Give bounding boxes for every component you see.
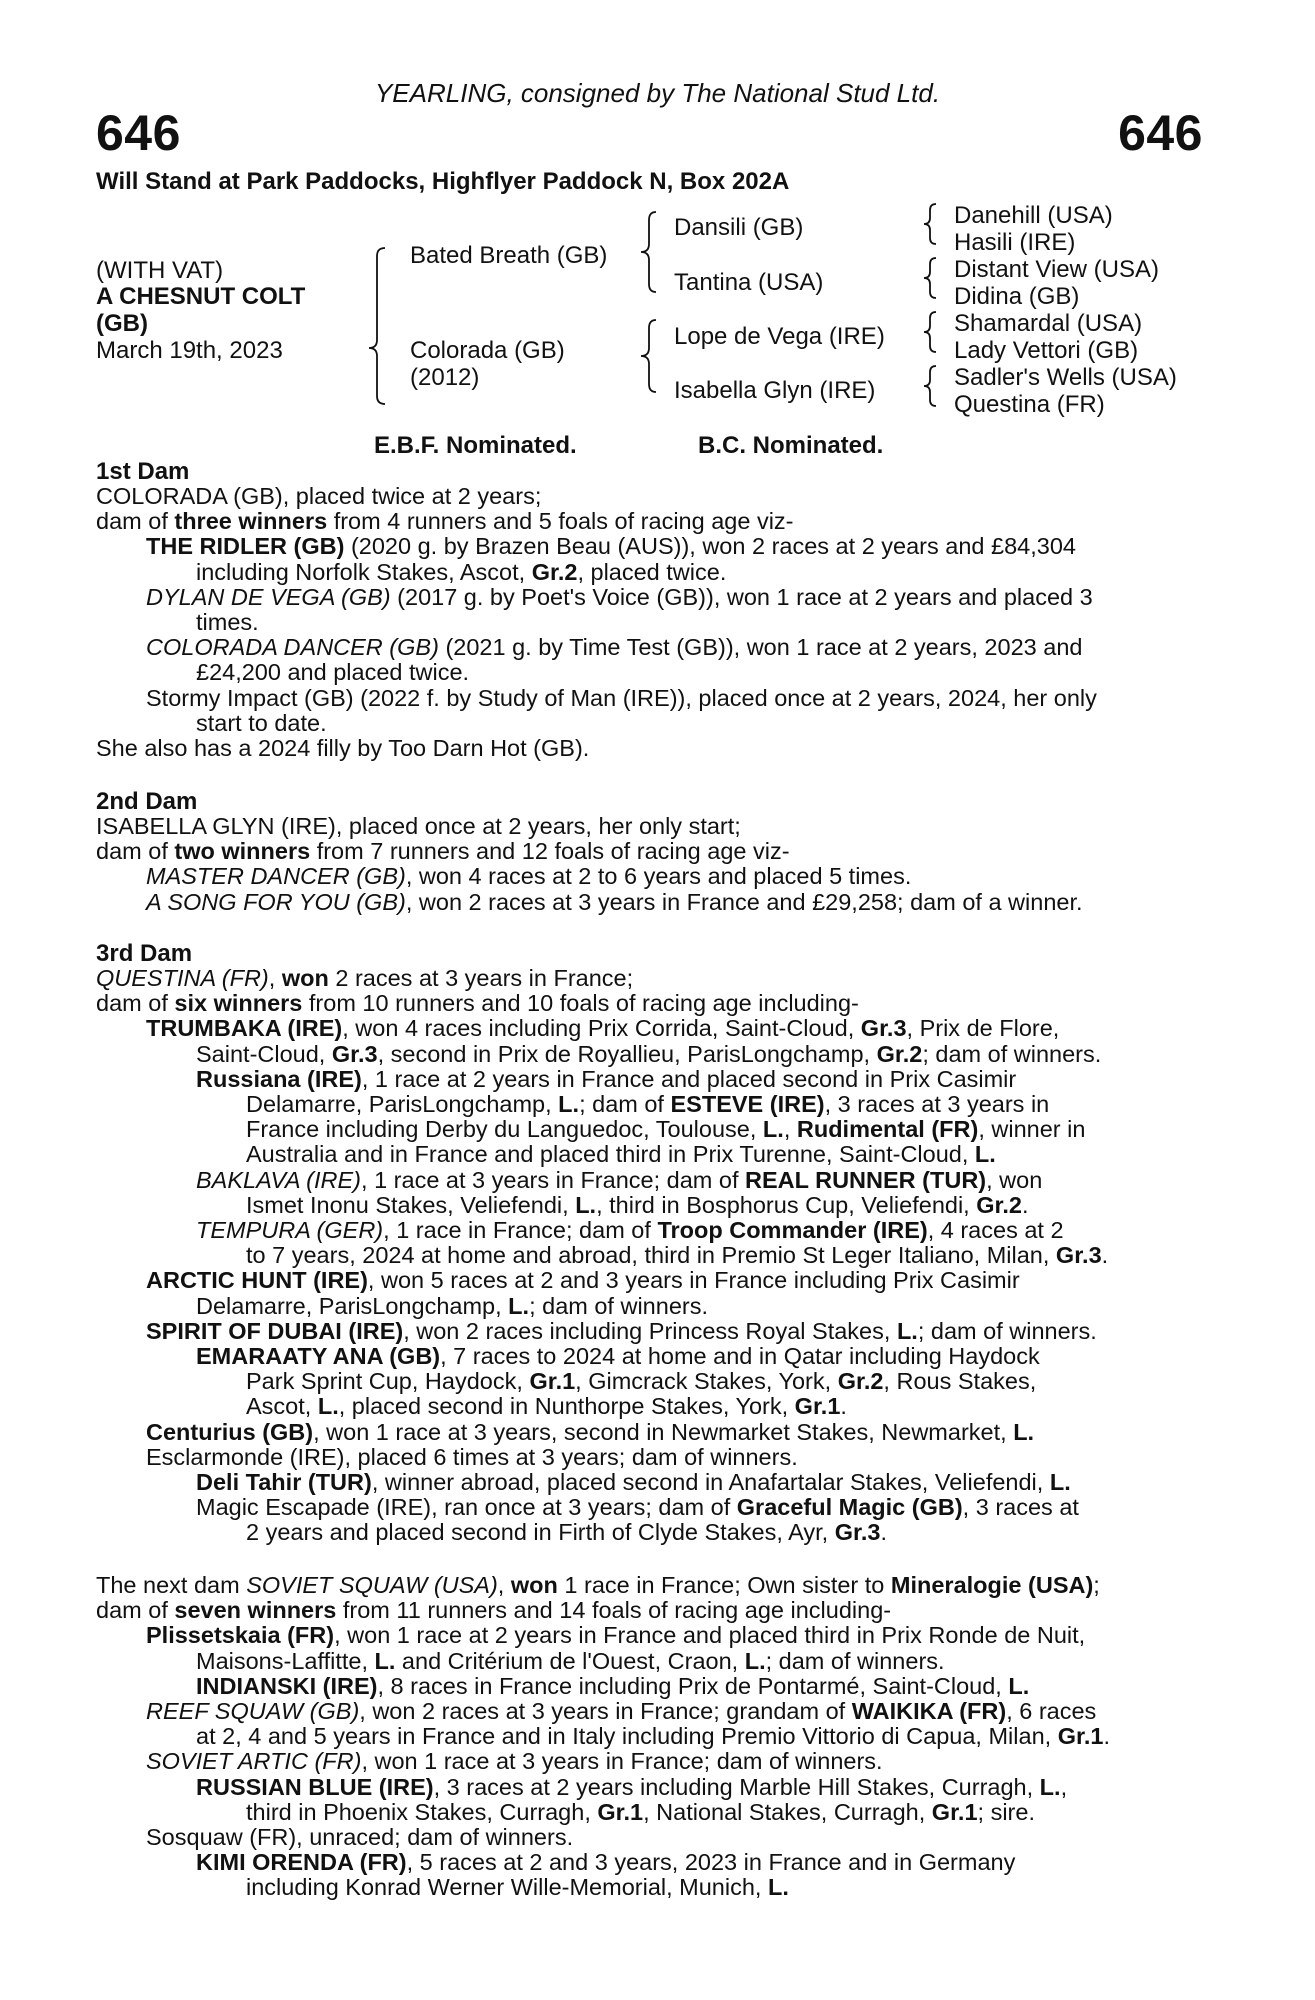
bold-run: Gr.3	[331, 1040, 378, 1067]
text-run: France including Derby du Languedoc, Toulouse,	[246, 1116, 763, 1143]
text-line	[246, 1520, 887, 1545]
text-run: ; sire.	[977, 1798, 1035, 1825]
text-line	[96, 484, 541, 509]
text-run: 2 races at 3 years in France;	[328, 965, 634, 991]
text-run: including Norfolk Stakes, Ascot,	[196, 558, 532, 585]
bold-run: six winners	[174, 990, 303, 1017]
text-line	[196, 660, 469, 685]
text-run: , won 1 race at 3 years, second in Newmarket Stakes, Newmarket,	[313, 1418, 1014, 1445]
first-dam-heading: 1st Dam	[96, 458, 190, 485]
text-run: , placed second in Nunthorpe Stakes, York,	[338, 1393, 795, 1420]
text-run: including Konrad Werner Wille-Memorial, Munich,	[246, 1874, 768, 1901]
italic-run: MASTER DANCER (GB)	[146, 863, 406, 890]
text-run: .	[1021, 1191, 1029, 1218]
pedigree-dam-sire: Lope de Vega (IRE)	[674, 323, 885, 350]
bold-run: won	[281, 965, 329, 991]
bold-run: Rudimental (FR)	[796, 1116, 979, 1143]
text-run: , second in Prix de Royallieu, ParisLongchamp,	[377, 1040, 877, 1067]
text-run: (2020 g. by Brazen Beau (AUS)), won 2 races at 2 years and £84,304	[344, 533, 1076, 560]
italic-run: SOVIET ARTIC (FR)	[146, 1748, 362, 1775]
text-run: dam of	[96, 990, 175, 1017]
pedigree-sds: Distant View (USA)	[954, 256, 1159, 283]
bold-run: Gr.1	[931, 1798, 978, 1825]
text-line	[146, 1699, 1096, 1724]
bold-run: Centurius (GB)	[146, 1418, 314, 1445]
text-run: ; dam of winners.	[529, 1292, 708, 1319]
bold-run: Gr.2	[976, 1191, 1022, 1218]
text-run: dam of	[96, 508, 175, 535]
text-run: Esclarmonde (IRE), placed 6 times at 3 years; dam of winners.	[146, 1443, 798, 1470]
text-run: times.	[196, 609, 259, 635]
text-line	[246, 1394, 847, 1419]
text-run: , 1 race at 2 years in France and placed second in Prix Casimir	[361, 1065, 1017, 1092]
text-line	[246, 1875, 789, 1900]
horse-description-country: (GB)	[96, 310, 148, 337]
text-line	[146, 1319, 1097, 1344]
bold-run: TRUMBAKA (IRE)	[146, 1015, 343, 1042]
text-run: .	[1101, 1242, 1109, 1269]
text-line	[146, 1268, 1020, 1293]
text-line	[196, 1674, 1029, 1699]
text-run: third in Phoenix Stakes, Curragh,	[246, 1798, 598, 1825]
bc-nomination: B.C. Nominated.	[698, 432, 884, 459]
text-line	[246, 1117, 1085, 1142]
text-run: , 1 race at 3 years in France; dam of	[361, 1166, 746, 1193]
text-line	[196, 1294, 708, 1319]
text-run: , Rous Stakes,	[883, 1368, 1037, 1395]
text-line	[146, 864, 911, 889]
text-run: , 6 races	[1006, 1698, 1097, 1724]
text-run: at 2, 4 and 5 years in France and in Italy including Premio Vittorio di Capua, Milan,	[196, 1723, 1058, 1750]
bold-run: L.	[767, 1874, 789, 1901]
bold-run: ESTEVE (IRE)	[670, 1091, 825, 1117]
text-run: Delamarre, ParisLongchamp,	[196, 1292, 509, 1319]
bold-run: WAIKIKA (FR)	[851, 1698, 1007, 1724]
text-run: , won 5 races at 2 and 3 years in France including Prix Casimir	[367, 1267, 1020, 1294]
text-run: The next dam	[96, 1572, 247, 1598]
bold-run: Gr.2	[837, 1368, 884, 1395]
pedigree-dds: Sadler's Wells (USA)	[954, 364, 1177, 391]
text-run: 1 race in France; Own sister to	[557, 1572, 891, 1598]
text-run: £24,200 and placed twice.	[196, 659, 470, 686]
text-run: , 8 races in France including Prix de Pontarmé, Saint-Cloud,	[377, 1672, 1009, 1699]
text-run: Maisons-Laffitte,	[196, 1647, 375, 1674]
pedigree-dam-dam: Isabella Glyn (IRE)	[674, 377, 876, 404]
text-run: ; dam of	[579, 1091, 671, 1117]
text-line	[196, 1775, 1067, 1800]
text-line	[196, 610, 259, 635]
text-line	[146, 686, 1097, 711]
text-run: .	[880, 1519, 887, 1546]
bold-run: L.	[374, 1647, 396, 1674]
text-line	[196, 711, 327, 736]
text-line	[196, 1850, 1015, 1875]
text-run: and Critérium de l'Ouest, Craon,	[395, 1647, 745, 1674]
lot-number-left: 646	[96, 105, 181, 161]
text-line	[146, 1749, 883, 1774]
text-run: , won 1 race at 3 years in France; dam of winners.	[361, 1748, 883, 1775]
text-run: ,	[497, 1572, 511, 1598]
text-line	[96, 1573, 1100, 1598]
bold-run: L.	[974, 1141, 996, 1168]
text-run: ISABELLA GLYN (IRE), placed once at 2 years, her only start;	[96, 813, 741, 839]
text-run: ; dam of winners.	[922, 1040, 1102, 1067]
bold-run: won	[510, 1572, 558, 1598]
text-line	[146, 890, 1083, 915]
text-line	[246, 1369, 1036, 1394]
third-dam-heading: 3rd Dam	[96, 940, 193, 967]
text-run: ; dam of winners.	[765, 1647, 945, 1674]
text-line	[246, 1243, 1108, 1268]
bold-run: Deli Tahir (TUR)	[196, 1469, 372, 1495]
italic-run: TEMPURA (GER)	[196, 1217, 384, 1243]
text-run: 2 years and placed second in Firth of Clyde Stakes, Ayr,	[246, 1519, 835, 1546]
text-run: , won 2 races at 3 years in France and £29,258; dam of a winner.	[405, 888, 1083, 915]
bold-run: Russiana (IRE)	[196, 1065, 362, 1092]
bold-run: Gr.1	[529, 1368, 576, 1395]
text-run: COLORADA (GB), placed twice at 2 years;	[96, 483, 542, 509]
text-run: .	[1103, 1723, 1110, 1750]
text-line	[96, 839, 790, 864]
text-line	[196, 560, 726, 585]
text-run: ;	[1093, 1572, 1100, 1598]
text-run: from 4 runners and 5 foals of racing age viz-	[327, 508, 794, 535]
text-run: Ismet Inonu Stakes, Veliefendi,	[246, 1191, 576, 1218]
bold-run: Gr.3	[834, 1519, 881, 1546]
bold-run: RUSSIAN BLUE (IRE)	[196, 1773, 434, 1800]
bold-run: L.	[1013, 1418, 1035, 1445]
pedigree-dam-year: (2012)	[410, 364, 480, 391]
text-line	[246, 1193, 1029, 1218]
stand-location: Will Stand at Park Paddocks, Highflyer Paddock N, Box 202A	[96, 168, 790, 195]
bold-run: Troop Commander (IRE)	[657, 1217, 928, 1243]
bold-run: L.	[744, 1647, 766, 1674]
text-run: , 1 race in France; dam of	[383, 1217, 658, 1243]
italic-run: QUESTINA (FR)	[96, 965, 269, 991]
text-line	[96, 814, 741, 839]
bold-run: Gr.2	[876, 1040, 923, 1067]
text-run: , 3 races at 2 years including Marble Hill Stakes, Curragh,	[433, 1773, 1040, 1800]
text-line	[146, 1825, 573, 1850]
text-run: , winner abroad, placed second in Anafartalar Stakes, Veliefendi,	[371, 1469, 1050, 1495]
bold-run: THE RIDLER (GB)	[146, 533, 345, 560]
text-run: , Prix de Flore,	[906, 1015, 1060, 1042]
pedigree-sire: Bated Breath (GB)	[410, 242, 608, 269]
text-line	[146, 585, 1093, 610]
text-run: (2021 g. by Time Test (GB)), won 1 race at 2 years, 2023 and	[438, 634, 1083, 661]
text-run: Sosquaw (FR), unraced; dam of winners.	[146, 1824, 574, 1850]
text-run: , won 4 races including Prix Corrida, Saint-Cloud,	[342, 1015, 861, 1042]
text-run: ,	[268, 965, 282, 991]
text-run: , won 2 races including Princess Royal Stakes,	[403, 1317, 897, 1344]
pedigree-sire-sire: Dansili (GB)	[674, 214, 804, 241]
text-run: Stormy Impact (GB) (2022 f. by Study of Man (IRE)), placed once at 2 years, 2024, her only	[146, 684, 1097, 711]
lot-number-right: 646	[1118, 105, 1203, 161]
text-run: start to date.	[196, 709, 327, 736]
text-run: , won 4 races at 2 to 6 years and placed 5 times.	[405, 863, 912, 890]
ebf-nomination: E.B.F. Nominated.	[374, 432, 577, 459]
text-line	[196, 1649, 945, 1674]
text-run: , winner in	[978, 1116, 1086, 1143]
consignor-line: YEARLING, consigned by The National Stud Ltd.	[374, 78, 941, 108]
pedigree-dam: Colorada (GB)	[410, 337, 565, 364]
text-run: Park Sprint Cup, Haydock,	[246, 1368, 530, 1395]
text-run: Ascot,	[246, 1393, 318, 1420]
text-line	[246, 1092, 1049, 1117]
text-line	[96, 1598, 891, 1623]
text-run: to 7 years, 2024 at home and abroad, third in Premio St Leger Italiano, Milan,	[246, 1242, 1056, 1269]
bold-run: Gr.2	[531, 558, 578, 585]
italic-run: DYLAN DE VEGA (GB)	[146, 583, 391, 610]
bold-run: L.	[558, 1091, 580, 1117]
text-line	[196, 1470, 1071, 1495]
text-run: from 7 runners and 12 foals of racing age viz-	[310, 838, 790, 865]
text-run: , 7 races to 2024 at home and in Qatar including Haydock	[440, 1343, 1040, 1369]
pedigree-sss: Danehill (USA)	[954, 202, 1113, 229]
bold-run: Gr.3	[1055, 1242, 1102, 1269]
text-line	[146, 1623, 1085, 1648]
bold-run: ARCTIC HUNT (IRE)	[146, 1267, 368, 1294]
bold-run: L.	[896, 1317, 918, 1344]
text-run: , National Stakes, Curragh,	[643, 1798, 932, 1825]
bold-run: L.	[317, 1393, 339, 1420]
bold-run: two winners	[174, 838, 311, 865]
text-line	[246, 1800, 1035, 1825]
pedigree-ssd: Hasili (IRE)	[954, 229, 1076, 256]
text-run: She also has a 2024 filly by Too Darn Hot (GB).	[96, 735, 590, 761]
bold-run: L.	[762, 1116, 784, 1143]
text-line	[146, 1445, 798, 1470]
text-line	[146, 635, 1082, 660]
bold-run: Gr.3	[860, 1015, 907, 1042]
vat-note: (WITH VAT)	[96, 257, 224, 284]
text-line	[196, 1067, 1016, 1092]
text-line	[196, 1168, 1042, 1193]
text-run: from 11 runners and 14 foals of racing age including-	[336, 1597, 892, 1624]
bold-run: L.	[1008, 1672, 1030, 1699]
text-run: dam of	[96, 1597, 175, 1624]
text-line	[196, 1042, 1101, 1067]
text-line	[96, 991, 859, 1016]
text-run: , won	[986, 1166, 1043, 1193]
bold-run: Gr.1	[597, 1798, 644, 1825]
text-line	[146, 534, 1076, 559]
bold-run: L.	[1039, 1773, 1061, 1800]
italic-run: SOVIET SQUAW (USA)	[246, 1572, 498, 1598]
text-line	[196, 1724, 1110, 1749]
text-line	[96, 509, 794, 534]
text-line	[96, 966, 633, 991]
text-line	[196, 1495, 1079, 1520]
text-run: Saint-Cloud,	[196, 1040, 332, 1067]
foaling-date: March 19th, 2023	[96, 337, 283, 364]
italic-run: A SONG FOR YOU (GB)	[146, 888, 406, 915]
bold-run: EMARAATY ANA (GB)	[196, 1343, 441, 1369]
text-run: ,	[1060, 1773, 1068, 1800]
text-line	[96, 736, 589, 761]
text-line	[146, 1016, 1059, 1041]
italic-run: REEF SQUAW (GB)	[146, 1698, 360, 1724]
bold-run: L.	[1049, 1469, 1071, 1495]
text-run: , third in Bosphorus Cup, Veliefendi,	[596, 1191, 977, 1218]
text-line	[146, 1420, 1034, 1445]
pedigree-dss: Shamardal (USA)	[954, 310, 1143, 337]
text-run: Australia and in France and placed third in Prix Turenne, Saint-Cloud,	[246, 1141, 975, 1168]
italic-run: BAKLAVA (IRE)	[196, 1166, 362, 1193]
text-run: , placed twice.	[577, 558, 727, 585]
bold-run: seven winners	[174, 1597, 337, 1624]
text-run: , 3 races at 3 years in	[824, 1091, 1050, 1117]
bold-run: SPIRIT OF DUBAI (IRE)	[146, 1317, 404, 1344]
bold-run: KIMI ORENDA (FR)	[196, 1849, 407, 1876]
bold-run: INDIANSKI (IRE)	[196, 1672, 378, 1699]
text-run: .	[840, 1393, 847, 1420]
bold-run: L.	[508, 1292, 530, 1319]
text-run: , 5 races at 2 and 3 years, 2023 in France and in Germany	[406, 1849, 1016, 1876]
text-line	[196, 1344, 1040, 1369]
bold-run: L.	[575, 1191, 597, 1218]
text-run: Magic Escapade (IRE), ran once at 3 years; dam of	[196, 1494, 737, 1521]
text-run: , won 1 race at 2 years in France and placed third in Prix Ronde de Nuit,	[334, 1622, 1086, 1649]
text-run: ; dam of winners.	[917, 1317, 1097, 1344]
text-run: , won 2 races at 3 years in France; grandam of	[359, 1698, 852, 1724]
bold-run: Mineralogie (USA)	[890, 1572, 1094, 1598]
horse-description: A CHESNUT COLT	[96, 283, 306, 310]
pedigree-sire-dam: Tantina (USA)	[674, 269, 824, 296]
text-run: Delamarre, ParisLongchamp,	[246, 1091, 559, 1117]
text-run: (2017 g. by Poet's Voice (GB)), won 1 race at 2 years and placed 3	[390, 583, 1093, 610]
bold-run: Gr.1	[1057, 1723, 1104, 1750]
text-line	[196, 1218, 1064, 1243]
text-run: dam of	[96, 838, 175, 865]
bold-run: Gr.1	[794, 1393, 841, 1420]
bold-run: Graceful Magic (GB)	[736, 1494, 963, 1521]
text-run: from 10 runners and 10 foals of racing age including-	[302, 990, 859, 1017]
bold-run: Plissetskaia (FR)	[146, 1622, 335, 1649]
second-dam-heading: 2nd Dam	[96, 788, 198, 815]
italic-run: COLORADA DANCER (GB)	[146, 634, 439, 661]
text-run: , 3 races at	[962, 1494, 1079, 1521]
text-line	[246, 1142, 996, 1167]
bold-run: three winners	[174, 508, 328, 535]
text-run: , Gimcrack Stakes, York,	[575, 1368, 838, 1395]
text-run: ,	[783, 1116, 797, 1143]
pedigree-ddd: Questina (FR)	[954, 391, 1105, 418]
bold-run: REAL RUNNER (TUR)	[745, 1166, 987, 1193]
pedigree-dsd: Lady Vettori (GB)	[954, 337, 1139, 364]
text-run: , 4 races at 2	[927, 1217, 1064, 1243]
pedigree-sdd: Didina (GB)	[954, 283, 1080, 310]
